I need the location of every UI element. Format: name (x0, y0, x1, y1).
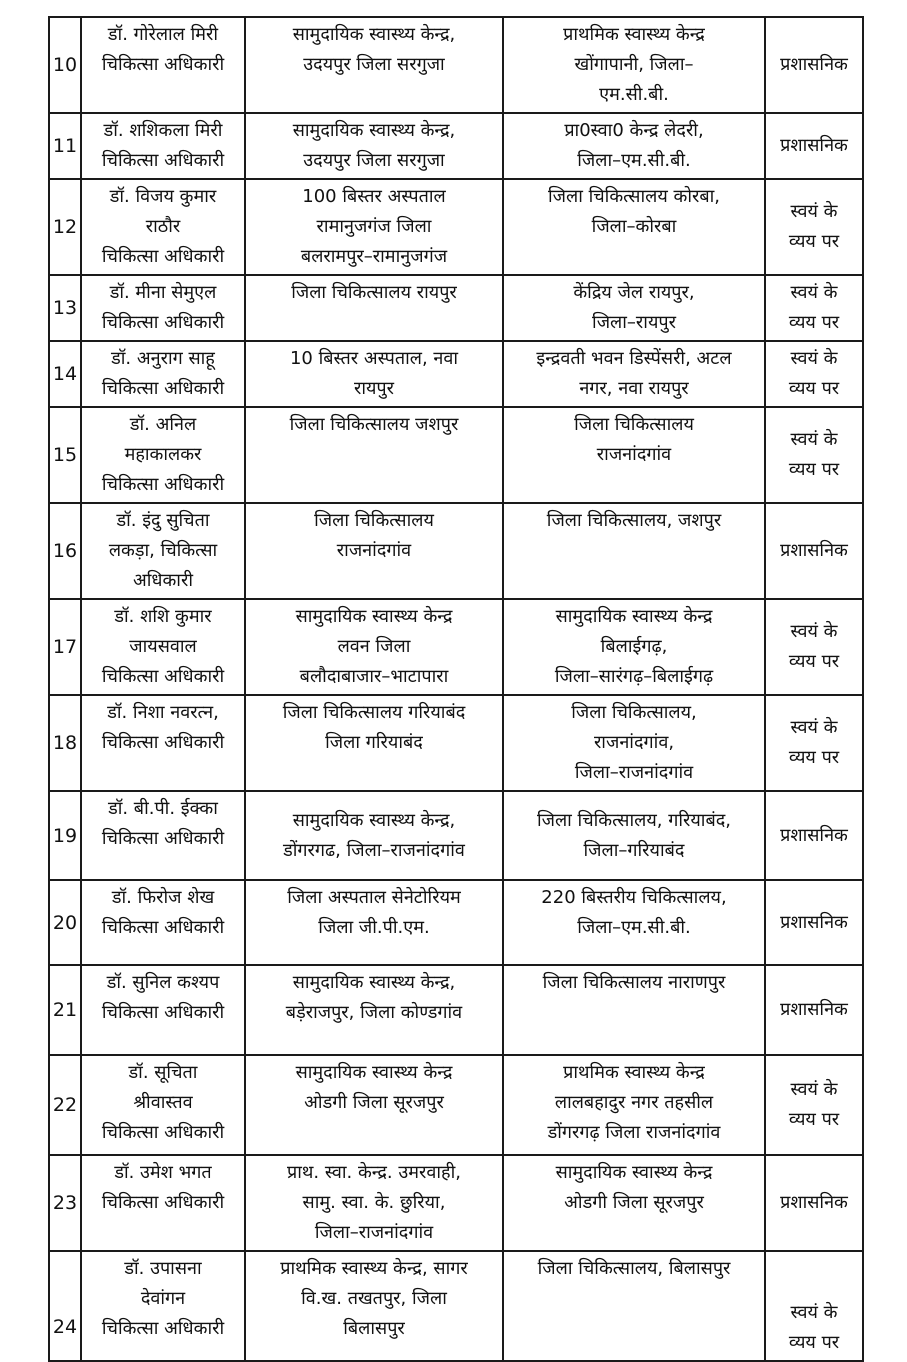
table-row (49, 17, 863, 113)
officer-name: डॉ. अनिल महाकालकर चिकित्सा अधिकारी (81, 407, 245, 503)
transfer-type: स्वयं के व्यय पर (765, 695, 863, 791)
officer-name: डॉ. उपासना देवांगन चिकित्सा अधिकारी (81, 1251, 245, 1361)
serial-number: 23 (49, 1155, 81, 1251)
current-posting: जिला चिकित्सालय राजनांदगांव (245, 503, 503, 599)
transfer-table (48, 16, 864, 1362)
table-row (49, 695, 863, 791)
table-row (49, 113, 863, 179)
table-row (49, 1055, 863, 1155)
officer-name: डॉ. अनुराग साहू चिकित्सा अधिकारी (81, 341, 245, 407)
officer-name: डॉ. बी.पी. ईक्का चिकित्सा अधिकारी (81, 791, 245, 880)
current-posting: प्राथमिक स्वास्थ्य केन्द्र, सागर वि.ख. तखतपुर, जिला बिलासपुर (245, 1251, 503, 1361)
transfer-type: प्रशासनिक (765, 791, 863, 880)
serial-number: 17 (49, 599, 81, 695)
current-posting: सामुदायिक स्वास्थ्य केन्द्र ओडगी जिला सूरजपुर (245, 1055, 503, 1155)
table-row (49, 503, 863, 599)
transfer-type: स्वयं के व्यय पर (765, 407, 863, 503)
serial-number: 14 (49, 341, 81, 407)
serial-number: 21 (49, 965, 81, 1055)
new-posting: जिला चिकित्सालय राजनांदगांव (503, 407, 765, 503)
table-row (49, 880, 863, 965)
serial-number: 24 (49, 1251, 81, 1361)
table-row (49, 341, 863, 407)
current-posting: जिला चिकित्सालय रायपुर (245, 275, 503, 341)
officer-name: डॉ. शशि कुमार जायसवाल चिकित्सा अधिकारी (81, 599, 245, 695)
transfer-type: स्वयं के व्यय पर (765, 275, 863, 341)
table-row (49, 1251, 863, 1361)
transfer-type: स्वयं के व्यय पर (765, 599, 863, 695)
new-posting: जिला चिकित्सालय नाराणपुर (503, 965, 765, 1055)
serial-number: 16 (49, 503, 81, 599)
officer-name: डॉ. उमेश भगत चिकित्सा अधिकारी (81, 1155, 245, 1251)
new-posting: जिला चिकित्सालय कोरबा, जिला–कोरबा (503, 179, 765, 275)
officer-name: डॉ. इंदु सुचिता लकड़ा, चिकित्सा अधिकारी (81, 503, 245, 599)
current-posting: 10 बिस्तर अस्पताल, नवा रायपुर (245, 341, 503, 407)
current-posting: सामुदायिक स्वास्थ्य केन्द्र, उदयपुर जिला सरगुजा (245, 113, 503, 179)
table-row (49, 275, 863, 341)
table-row (49, 407, 863, 503)
serial-number: 20 (49, 880, 81, 965)
new-posting: 220 बिस्तरीय चिकित्सालय, जिला–एम.सी.बी. (503, 880, 765, 965)
current-posting: 100 बिस्तर अस्पताल रामानुजगंज जिला बलरामपुर–रामानुजगंज (245, 179, 503, 275)
transfer-type: प्रशासनिक (765, 17, 863, 113)
serial-number: 12 (49, 179, 81, 275)
serial-number: 13 (49, 275, 81, 341)
table-row (49, 965, 863, 1055)
new-posting: प्रा0स्वा0 केन्द्र लेदरी, जिला–एम.सी.बी. (503, 113, 765, 179)
current-posting: सामुदायिक स्वास्थ्य केन्द्र, उदयपुर जिला सरगुजा (245, 17, 503, 113)
current-posting: सामुदायिक स्वास्थ्य केन्द्र, डोंगरगढ, जिला–राजनांदगांव (245, 791, 503, 880)
current-posting: सामुदायिक स्वास्थ्य केन्द्र लवन जिला बलौदाबाजार–भाटापारा (245, 599, 503, 695)
table-row (49, 599, 863, 695)
serial-number: 18 (49, 695, 81, 791)
transfer-type: प्रशासनिक (765, 113, 863, 179)
new-posting: केंद्रिय जेल रायपुर, जिला–रायपुर (503, 275, 765, 341)
new-posting: जिला चिकित्सालय, राजनांदगांव, जिला–राजनांदगांव (503, 695, 765, 791)
new-posting: इन्द्रवती भवन डिस्पेंसरी, अटल नगर, नवा रायपुर (503, 341, 765, 407)
serial-number: 22 (49, 1055, 81, 1155)
serial-number: 11 (49, 113, 81, 179)
serial-number: 10 (49, 17, 81, 113)
officer-name: डॉ. फिरोज शेख चिकित्सा अधिकारी (81, 880, 245, 965)
transfer-type: प्रशासनिक (765, 880, 863, 965)
new-posting: जिला चिकित्सालय, जशपुर (503, 503, 765, 599)
transfer-type: स्वयं के व्यय पर (765, 1251, 863, 1361)
transfer-type: स्वयं के व्यय पर (765, 341, 863, 407)
current-posting: प्राथ. स्वा. केन्द्र. उमरवाही, सामु. स्वा. के. छुरिया, जिला–राजनांदगांव (245, 1155, 503, 1251)
current-posting: जिला चिकित्सालय जशपुर (245, 407, 503, 503)
new-posting: प्राथमिक स्वास्थ्य केन्द्र लालबहादुर नगर तहसील डोंगरगढ़ जिला राजनांदगांव (503, 1055, 765, 1155)
transfer-type: प्रशासनिक (765, 1155, 863, 1251)
current-posting: जिला चिकित्सालय गरियाबंद जिला गरियाबंद (245, 695, 503, 791)
transfer-type: स्वयं के व्यय पर (765, 1055, 863, 1155)
transfer-type: प्रशासनिक (765, 503, 863, 599)
table-row (49, 179, 863, 275)
table-row (49, 1155, 863, 1251)
officer-name: डॉ. निशा नवरत्न, चिकित्सा अधिकारी (81, 695, 245, 791)
table-row (49, 791, 863, 880)
officer-name: डॉ. शशिकला मिरी चिकित्सा अधिकारी (81, 113, 245, 179)
officer-name: डॉ. सुनिल कश्यप चिकित्सा अधिकारी (81, 965, 245, 1055)
new-posting: जिला चिकित्सालय, बिलासपुर (503, 1251, 765, 1361)
officer-name: डॉ. गोरेलाल मिरी चिकित्सा अधिकारी (81, 17, 245, 113)
new-posting: प्राथमिक स्वास्थ्य केन्द्र खोंगापानी, जिला– एम.सी.बी. (503, 17, 765, 113)
officer-name: डॉ. मीना सेमुएल चिकित्सा अधिकारी (81, 275, 245, 341)
serial-number: 19 (49, 791, 81, 880)
new-posting: जिला चिकित्सालय, गरियाबंद, जिला–गरियाबंद (503, 791, 765, 880)
new-posting: सामुदायिक स्वास्थ्य केन्द्र बिलाईगढ़, जिला–सारंगढ़–बिलाईगढ़ (503, 599, 765, 695)
officer-name: डॉ. विजय कुमार राठौर चिकित्सा अधिकारी (81, 179, 245, 275)
new-posting: सामुदायिक स्वास्थ्य केन्द्र ओडगी जिला सूरजपुर (503, 1155, 765, 1251)
current-posting: सामुदायिक स्वास्थ्य केन्द्र, बड़ेराजपुर, जिला कोण्डगांव (245, 965, 503, 1055)
current-posting: जिला अस्पताल सेनेटोरियम जिला जी.पी.एम. (245, 880, 503, 965)
serial-number: 15 (49, 407, 81, 503)
transfer-type: प्रशासनिक (765, 965, 863, 1055)
transfer-type: स्वयं के व्यय पर (765, 179, 863, 275)
officer-name: डॉ. सूचिता श्रीवास्तव चिकित्सा अधिकारी (81, 1055, 245, 1155)
